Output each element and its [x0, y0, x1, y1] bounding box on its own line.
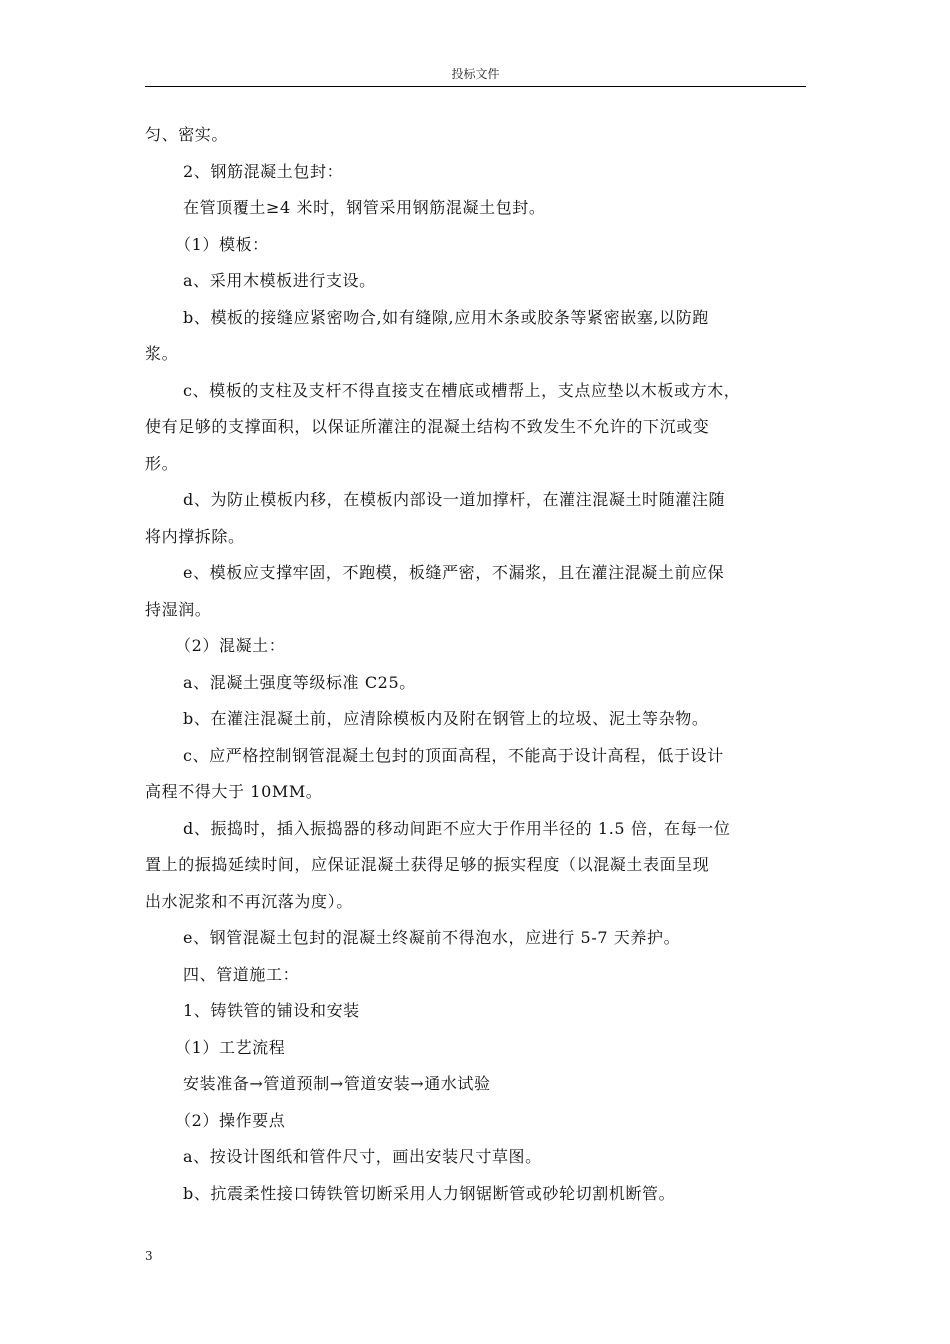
page-header	[145, 64, 806, 87]
list-item: b、在灌注混凝土前，应清除模板内及附在钢管上的垃圾、泥土等杂物。	[183, 709, 709, 728]
list-item-continuation: 置上的振捣延续时间，应保证混凝土获得足够的振实程度（以混凝土表面呈现	[145, 855, 710, 874]
list-item-continuation: 形。	[145, 453, 179, 473]
header-title: 投标文件	[451, 67, 500, 81]
list-item: c、应严格控制钢管混凝土包封的顶面高程，不能高于设计高程，低于设计	[183, 745, 724, 765]
list-item-continuation: 将内撑拆除。	[145, 526, 245, 546]
list-item-continuation: 浆。	[145, 344, 179, 363]
document-body	[145, 117, 810, 1212]
list-item: a、采用木模板进行支设。	[183, 271, 376, 290]
list-item: e、钢管混凝土包封的混凝土终凝前不得泡水，应进行 5-7 天养护。	[183, 928, 681, 947]
list-item: b、模板的接缝应紧密吻合,如有缝隙,应用木条或胶条等紧密嵌塞,以防跑	[183, 307, 709, 327]
page-number: 3	[145, 1249, 153, 1263]
subsection-heading: （2）操作要点	[175, 1110, 286, 1130]
list-item: d、为防止模板内移，在模板内部设一道加撑杆，在灌注混凝土时随灌注随	[183, 490, 726, 509]
process-flow: 安装准备→管道预制→管道安装→通水试验	[183, 1074, 491, 1093]
list-item: c、模板的支柱及支杆不得直接支在槽底或槽帮上，支点应垫以木板或方木，	[183, 380, 741, 400]
subsection-heading: （2）混凝土：	[175, 636, 286, 655]
list-item-continuation: 高程不得大于 10MM。	[145, 782, 323, 801]
section-heading: 2、钢筋混凝土包封：	[183, 161, 344, 181]
list-item: b、抗震柔性接口铸铁管切断采用人力钢锯断管或砂轮切割机断管。	[183, 1183, 676, 1203]
list-item: a、混凝土强度等级标准 C25。	[183, 672, 416, 692]
subsection-heading: （1）工艺流程	[175, 1037, 286, 1057]
subsection-heading: （1）模板：	[175, 234, 269, 254]
list-item: d、振捣时，插入振捣器的移动间距不应大于作用半径的 1.5 倍，在每一位	[183, 818, 731, 838]
list-item-continuation: 持湿润。	[145, 599, 212, 619]
section-heading: 四、管道施工：	[183, 964, 300, 984]
paragraph-line: 在管顶覆土≥4 米时，钢管采用钢筋混凝土包封。	[183, 198, 546, 217]
section-heading: 1、铸铁管的铺设和安装	[183, 1001, 360, 1020]
list-item: e、模板应支撑牢固，不跑模，板缝严密，不漏浆，且在灌注混凝土前应保	[183, 563, 725, 582]
list-item: a、按设计图纸和管件尺寸，画出安装尺寸草图。	[183, 1147, 542, 1166]
list-item-continuation: 使有足够的支撑面积，以保证所灌注的混凝土结构不致发生不允许的下沉或变	[145, 417, 710, 436]
paragraph-line: 匀、密实。	[145, 125, 229, 144]
list-item-continuation: 出水泥浆和不再沉落为度）。	[145, 891, 353, 911]
